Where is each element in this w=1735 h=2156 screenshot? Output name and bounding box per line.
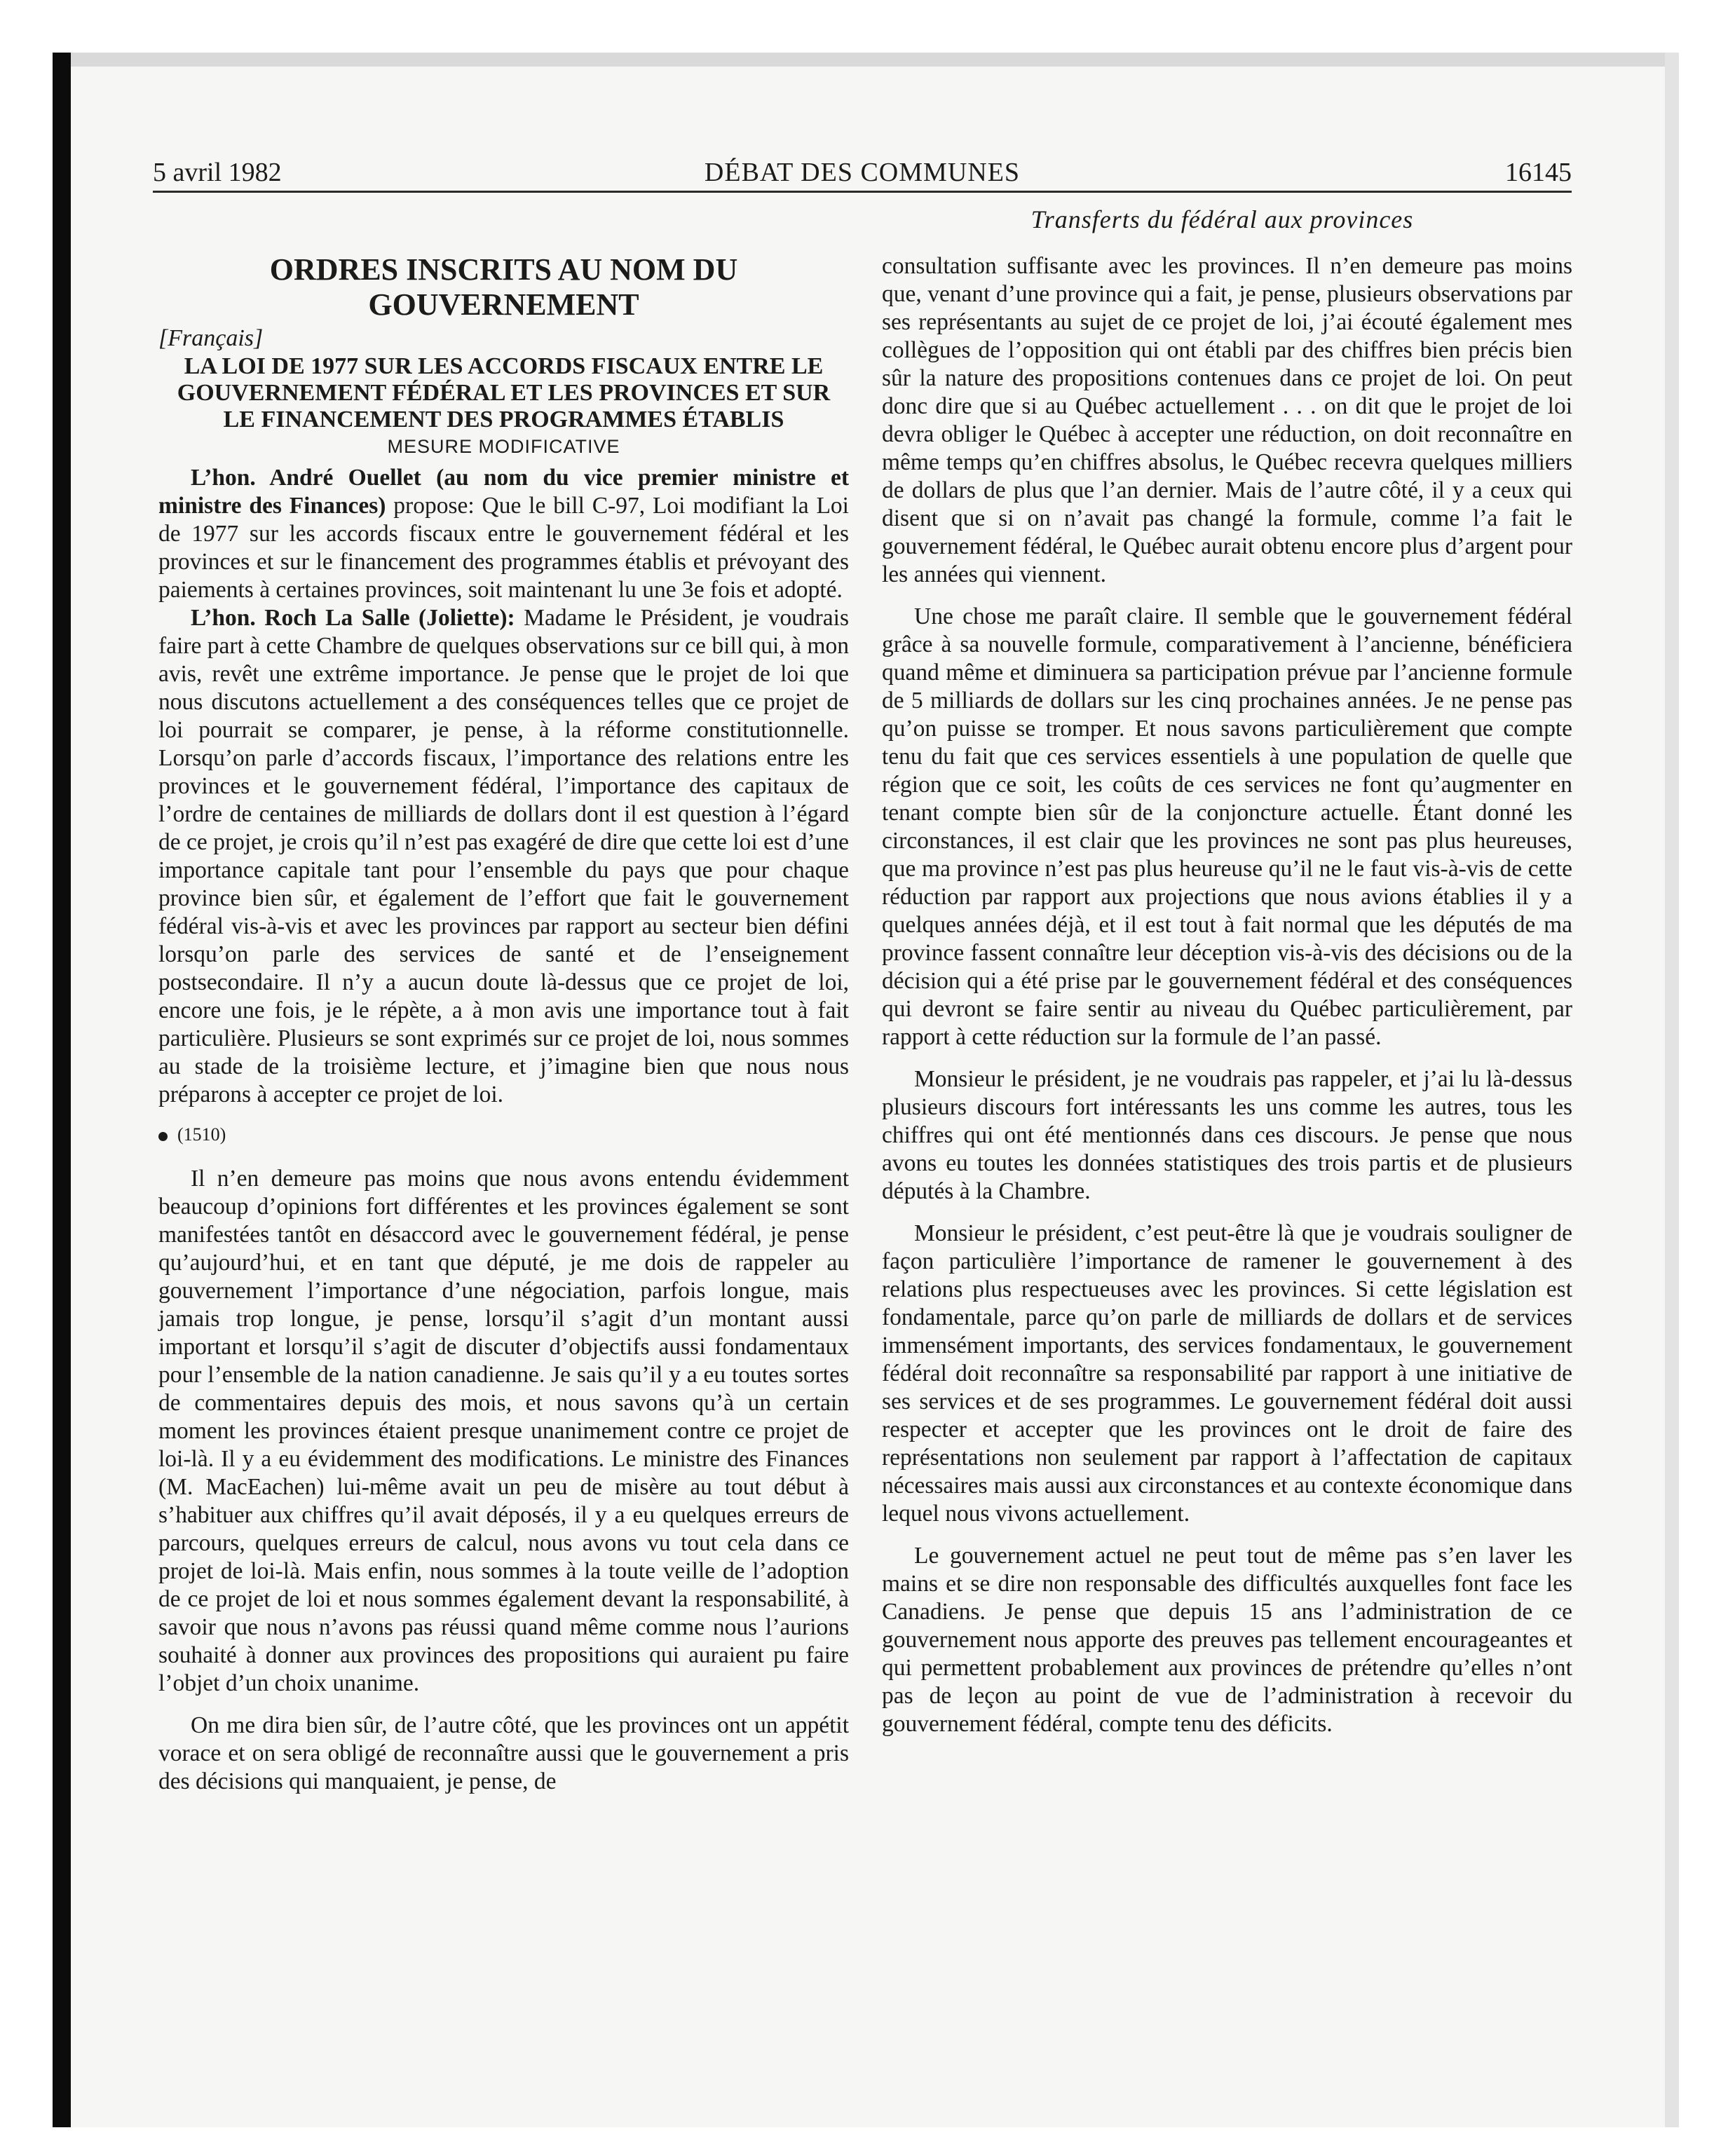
scan-left-edge (53, 53, 71, 2127)
running-header (153, 157, 1572, 191)
bullet-icon (158, 1132, 168, 1141)
publication-title: DÉBAT DES COMMUNES (704, 158, 1021, 187)
paragraph-la-salle (158, 604, 849, 1109)
paragraph-text: propose: Que le bill C-97, Loi modifiant la Loi de 1977 sur les accords fiscaux entre le gouvernement fédéral et les provinces et sur le financement des programmes établis et prévoyant des paiements à certaines provinces, soit maintenant lu une 3e fois et adopté. (158, 493, 849, 603)
paragraph: Il n’en demeure pas moins que nous avons entendu évidemment beaucoup d’opinions fort différentes et les provinces également se sont manifestées tantôt en désaccord avec le gouvernement fédéral, je pense qu’aujourd’hui, et en tant que député, je me dois de rappeler au gouvernement l’importance d’une négociation, parfois longue, mais jamais trop longue, je pense, lorsqu’il s’agit d’un montant aussi important et lorsqu’il s’agit de discuter d’objectifs aussi fondamentaux pour l’ensemble de la nation canadienne. Je sais qu’il y a eu toutes sortes de commentaires depuis des mois, et nous savons qu’à un certain moment les provinces étaient presque unanimement contre ce projet de loi-là. Il y a eu évidemment des modifications. Le ministre des Finances (M. MacEachen) lui-même avait un peu de misère au tout début à s’habituer aux chiffres qu’il avait déposés, il y a eu quelques erreurs de parcours, quelques erreurs de calcul, nous avons vu tout cela dans ce projet de loi-là. Mais enfin, nous sommes à la toute veille de l’adoption de ce projet de loi et nous sommes également devant la responsabilité, à savoir que nous n’avons pas réussi quand même comme nous l’aurions souhaité à donner aux provinces des propositions qui auraient pu faire l’objet d’un choix unanime. (158, 1166, 849, 1696)
subject-heading: Transferts du fédéral aux provinces (1030, 205, 1414, 233)
language-tag: [Français] (158, 325, 264, 351)
order-title: ORDRES INSCRITS AU NOM DU GOUVERNEMENT (269, 252, 738, 322)
paragraph: On me dira bien sûr, de l’autre côté, que les provinces ont un appétit vorace et on sera obligé de reconnaître aussi que le gouvernement a pris des décisions qui manquaient, je pense, de (158, 1712, 849, 1794)
scan-top-edge (53, 53, 1679, 67)
left-column (158, 252, 849, 1796)
page-number: 16145 (1505, 158, 1572, 187)
speaker-name: L’hon. Roch La Salle (Joliette): (191, 605, 515, 631)
header-rule (153, 191, 1572, 193)
right-column (882, 252, 1572, 1738)
header-date: 5 avril 1982 (153, 158, 282, 187)
paragraph: Monsieur le président, je ne voudrais pas rappeler, et j’ai lu là-dessus plusieurs discours fort intéressants les uns comme les autres, tous les chiffres qui ont été mentionnés dans ces discours. Je pense que nous avons eu toutes les données statistiques des trois partis et de plusieurs députés à la Chambre. (882, 1066, 1572, 1204)
paragraph: Une chose me paraît claire. Il semble que le gouvernement fédéral grâce à sa nouvelle formule, comparativement à l’ancienne, bénéficiera quand même et diminuera sa participation prévue par l’ancienne formule de 5 milliards de dollars sur les cinq prochaines années. Je ne pense pas qu’on puisse se tromper. Et nous savons particulièrement que compte tenu du fait que ces services essentiels à une population de quelle que région que ce soit, les coûts de ces services ne font qu’augmenter en tenant compte bien sûr de la conjoncture actuelle. Étant donné les circonstances, il est clair que les provinces ne sont pas plus heureuses, que ma province n’est pas plus heureuse qu’il ne le faut vis-à-vis de cette réduction par rapport aux projections que nous avions établies il y a quelques années déjà, et il est tout à fait normal que les députés de ma province fassent connaître leur déception vis-à-vis des décisions ou de la décision qui a été prise par le gouvernement fédéral et des conséquences qui devront se faire sentir au niveau du Québec particulièrement, par rapport à cette réduction sur la formule de l’an passé. (882, 603, 1572, 1050)
paragraph-ouellet (158, 464, 849, 604)
bill-title: LA LOI DE 1977 SUR LES ACCORDS FISCAUX ENTRE LE GOUVERNEMENT FÉDÉRAL ET LES PROVINCES ET SUR LE FINANCEMENT DES PROGRAMMES ÉTABLIS (177, 353, 831, 432)
paragraph: Le gouvernement actuel ne peut tout de même pas s’en laver les mains et se dire non responsable des difficultés auxquelles font face les Canadiens. Je pense que depuis 15 ans l’administration de ce gouvernement nous apporte des preuves pas tellement encourageantes et qui permettent probablement aux provinces de prétendre qu’elles n’ont pas de leçon au point de vue de l’administration à recevoir du gouvernement fédéral, compte tenu des déficits. (882, 1543, 1572, 1737)
time-marker-label: (1510) (177, 1124, 226, 1145)
time-marker (158, 1123, 849, 1147)
paragraph-text: Madame le Président, je voudrais faire part à cette Chambre de quelques observations sur ce bill qui, à mon avis, revêt une extrême importance. Je pense que le projet de loi que nous discutons actuellement a des conséquences telles que ce projet de loi pourrait se comparer, je pense, à la réforme constitutionnelle. Lorsqu’on parle d’accords fiscaux, l’importance des relations entre les provinces et le gouvernement fédéral, l’importance des capitaux de l’ordre de centaines de milliards de dollars dont il est question à l’égard de ce projet, je crois qu’il n’est pas exagéré de dire que cette loi est d’une importance capitale tant pour l’ensemble du pays que pour chaque province bien sûr, et également de l’effort que fait le gouvernement fédéral vis-à-vis et avec les provinces par rapport au secteur bien défini lorsqu’on parle des services de santé et de l’enseignement postsecondaire. Il n’y a aucun doute là-dessus que ce projet de loi, encore une fois, je le répète, a à mon avis une importance tout à fait particulière. Plusieurs se sont exprimés sur ce projet de loi, nous sommes au stade de la troisième lecture, et j’imagine bien que nous nous préparons à accepter ce projet de loi. (158, 605, 849, 1107)
scan-right-edge (1665, 53, 1679, 2127)
paragraph: Monsieur le président, c’est peut-être là que je voudrais souligner de façon particulière l’importance de ramener le gouvernement à des relations plus respectueuses avec les provinces. Si cette législation est fondamentale, parce qu’on parle de milliards de dollars et de services immensément importants, des services fondamentaux, le gouvernement fédéral doit reconnaître sa responsabilité par rapport à une initiative de ses services et de ses programmes. Le gouvernement fédéral doit aussi respecter et accepter que les provinces ont le droit de faire des représentations non seulement par rapport à l’affectation de capitaux nécessaires mais aussi aux circonstances et au contexte économique dans lequel nous vivons actuellement. (882, 1220, 1572, 1527)
speaker-name: L’hon. André Ouellet (au nom du vice premier ministre et ministre des Finances) (158, 465, 849, 519)
paragraph: consultation suffisante avec les provinces. Il n’en demeure pas moins que, venant d’une province qui a fait, je pense, plusieurs observations par ses représentants au sujet de ce projet de loi, j’ai écouté également mes collègues de l’opposition qui ont établi par des chiffres bien précis bien sûr la nature des propositions contenues dans ce projet de loi. On peut donc dire que si au Québec actuellement . . . on dit que le projet de loi devra obliger le Québec à accepter une réduction, on doit reconnaître en même temps qu’en chiffres absolus, le Québec recevra quelques milliers de dollars de plus que l’an dernier. Mais de l’autre côté, il y a ceux qui disent que si on n’avait pas changé la formule, comme l’a fait le gouvernement fédéral, le Québec aurait obtenu encore plus d’argent pour les années qui viennent. (882, 253, 1572, 587)
bill-subtitle: MESURE MODIFICATIVE (387, 436, 620, 457)
